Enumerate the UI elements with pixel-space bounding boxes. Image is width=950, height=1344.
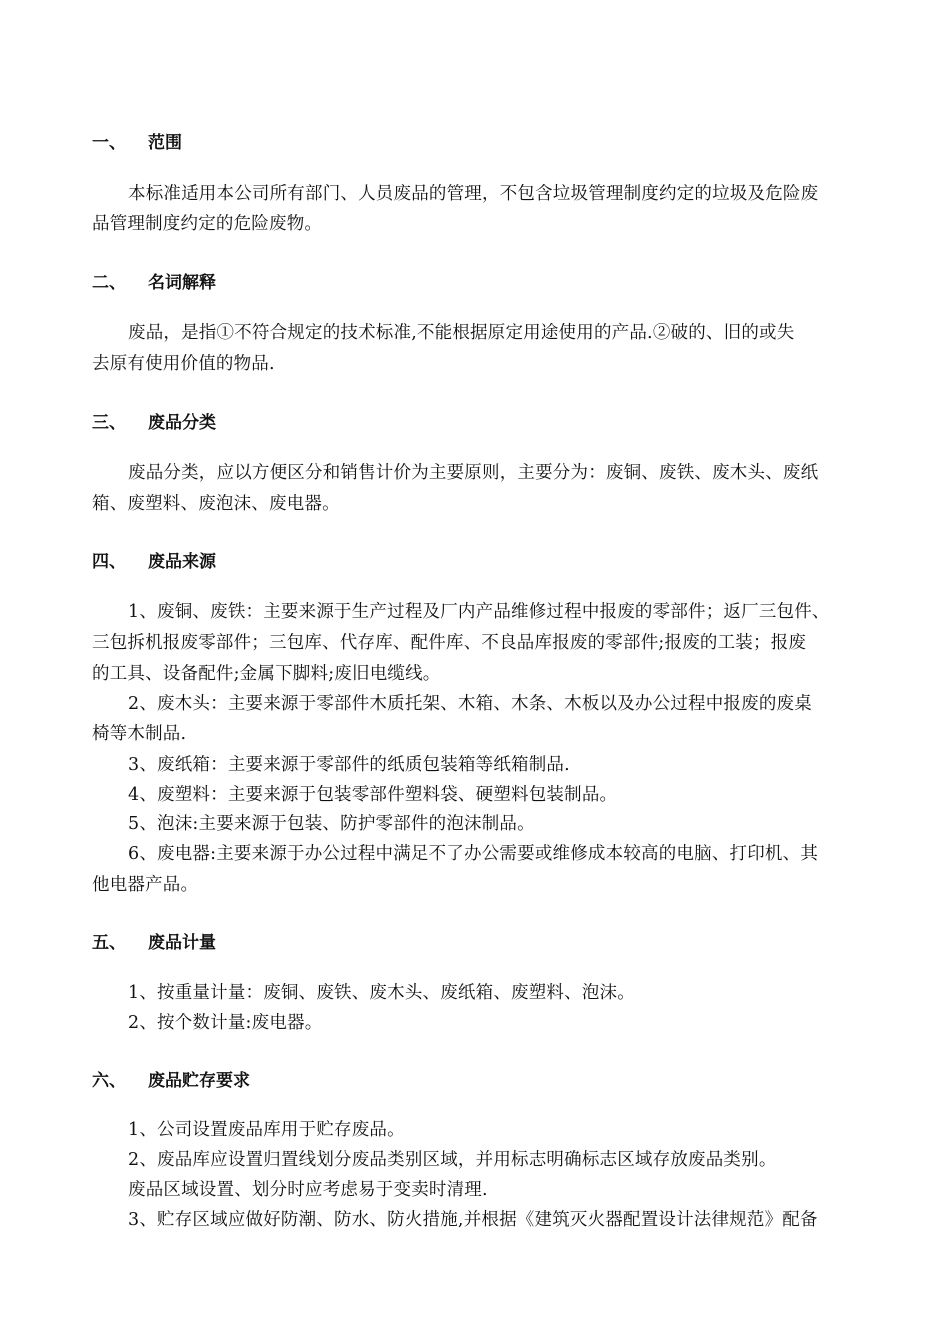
- list-item-line: 1、按重量计量：废铜、废铁、废木头、废纸箱、废塑料、泡沫。: [128, 983, 635, 1003]
- list-item-line: 三包拆机报废零部件；三包库、代存库、配件库、不良品库报废的零部件;报废的工装；报废: [92, 633, 807, 653]
- list-item-line: 5、泡沫:主要来源于包装、防护零部件的泡沫制品。: [128, 814, 535, 834]
- list-item-line: 3、废纸箱：主要来源于零部件的纸质包装箱等纸箱制品.: [128, 755, 570, 775]
- paragraph-line: 去原有使用价值的物品.: [92, 354, 275, 374]
- section-title: 废品贮存要求: [148, 1071, 250, 1091]
- section-number: 四、: [92, 552, 126, 572]
- section-number: 五、: [92, 933, 126, 953]
- section-title: 废品分类: [148, 413, 216, 433]
- list-item-line: 2、废品库应设置归置线划分废品类别区域，并用标志明确标志区域存放废品类别。: [128, 1150, 777, 1170]
- section-heading: [92, 1066, 250, 1091]
- section-title: 范围: [148, 133, 182, 153]
- section-heading: [92, 128, 182, 153]
- section-heading: [92, 547, 216, 572]
- section-number: 一、: [92, 133, 126, 153]
- list-item-line: 1、废铜、废铁：主要来源于生产过程及厂内产品维修过程中报废的零部件；返厂三包件、: [128, 602, 830, 622]
- section-number: 二、: [92, 273, 126, 293]
- list-item-line: 2、废木头：主要来源于零部件木质托架、木箱、木条、木板以及办公过程中报废的废桌: [128, 694, 812, 714]
- list-item-line: 的工具、设备配件;金属下脚料;废旧电缆线。: [92, 664, 441, 684]
- section-number: 六、: [92, 1071, 126, 1091]
- section-heading: [92, 408, 216, 433]
- list-item-line: 6、废电器:主要来源于办公过程中满足不了办公需要或维修成本较高的电脑、打印机、其: [128, 844, 819, 864]
- paragraph-line: 箱、废塑料、废泡沫、废电器。: [92, 494, 340, 514]
- paragraph-line: 本标准适用本公司所有部门、人员废品的管理，不包含垃圾管理制度约定的垃圾及危险废: [128, 184, 819, 204]
- paragraph-line: 废品，是指①不符合规定的技术标准,不能根据原定用途使用的产品.②破的、旧的或失: [128, 323, 795, 343]
- list-item-line: 废品区域设置、划分时应考虑易于变卖时清理.: [128, 1180, 488, 1200]
- list-item-line: 1、公司设置废品库用于贮存废品。: [128, 1120, 405, 1140]
- paragraph-line: 废品分类，应以方便区分和销售计价为主要原则，主要分为：废铜、废铁、废木头、废纸: [128, 463, 819, 483]
- section-number: 三、: [92, 413, 126, 433]
- section-title: 废品来源: [148, 552, 216, 572]
- list-item-line: 椅等木制品.: [92, 724, 187, 744]
- list-item-line: 他电器产品。: [92, 875, 199, 895]
- section-heading: [92, 928, 216, 953]
- section-heading: [92, 268, 216, 293]
- section-title: 废品计量: [148, 933, 216, 953]
- section-title: 名词解释: [148, 273, 216, 293]
- list-item-line: 4、废塑料：主要来源于包装零部件塑料袋、硬塑料包装制品。: [128, 785, 618, 805]
- list-item-line: 2、按个数计量:废电器。: [128, 1013, 323, 1033]
- paragraph-line: 品管理制度约定的危险废物。: [92, 214, 323, 234]
- list-item-line: 3、贮存区域应做好防潮、防水、防火措施,并根据《建筑灭火器配置设计法律规范》配备: [128, 1210, 818, 1230]
